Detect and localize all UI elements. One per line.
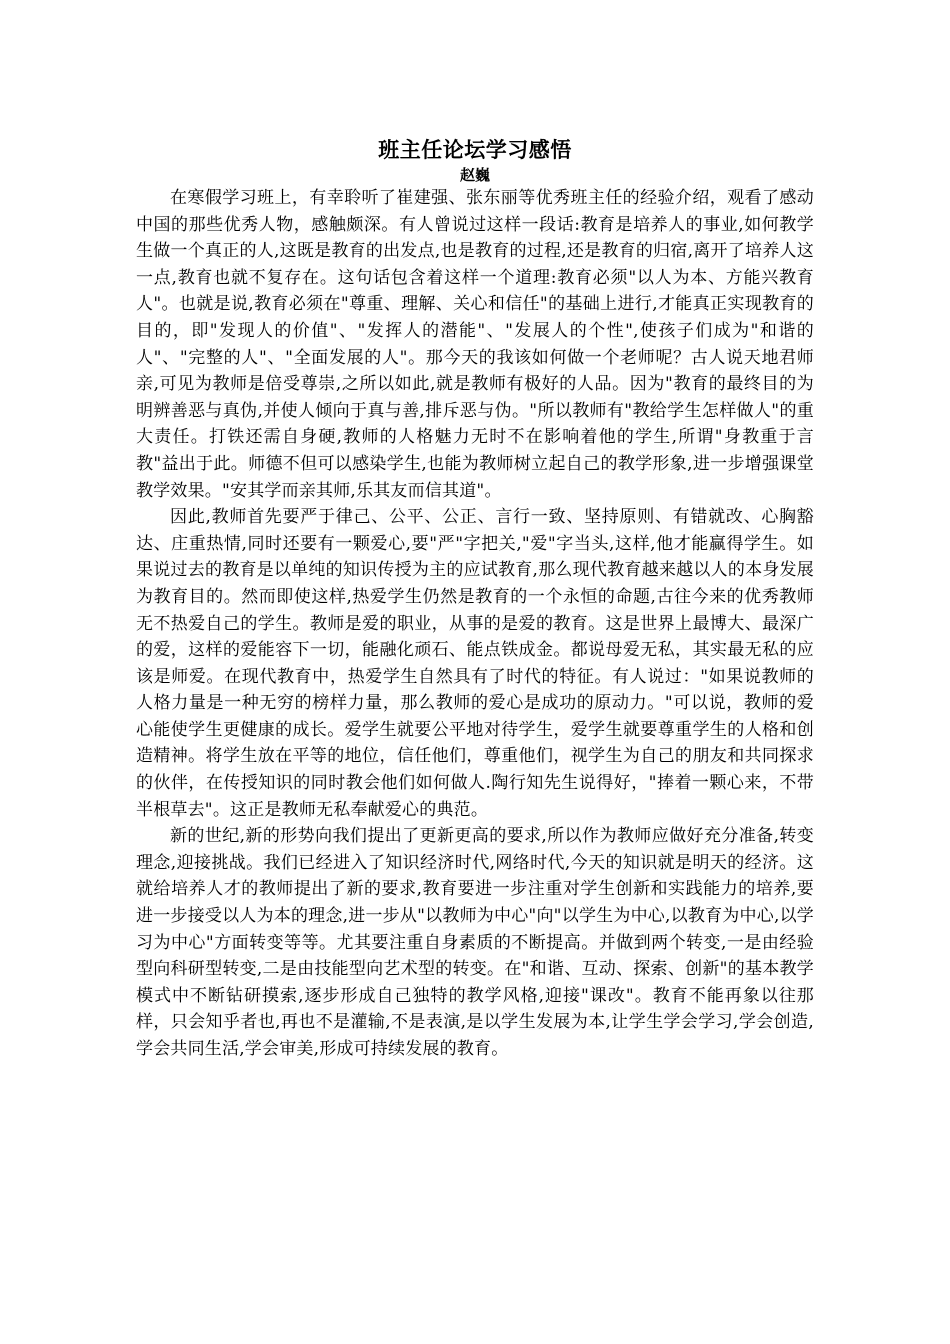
paragraph-1: 在寒假学习班上，有幸聆听了崔建强、张东丽等优秀班主任的经验介绍，观看了感动中国的那些优秀人物，感触颇深。有人曾说过这样一段话:教育是培养人的事业,如何教学生做一个真正的人,这既是教育的出发点,也是教育的过程,还是教育的归宿,离开了培养人这一点,教育也就不复存在。这句话包含着这样一个道理:教育必须"以人为本、方能兴教育人"。也就是说,教育必须在"尊重、理解、关心和信任"的基础上进行,才能真正实现教育的目的，即"发现人的价值"、"发挥人的潜能"、"发展人的个性",使孩子们成为"和谐的人"、"完整的人"、"全面发展的人"。那今天的我该如何做一个老师呢？古人说天地君师亲,可见为教师是倍受尊崇,之所以如此,就是教师有极好的人品。因为"教育的最终目的为明辨善恶与真伪,并使人倾向于真与善,排斥恶与伪。"所以教师有"教给学生怎样做人"的重大责任。打铁还需自身硬,教师的人格魅力无时不在影响着他的学生,所谓"身教重于言教"益出于此。师德不但可以感染学生,也能为教师树立起自己的教学形象,进一步增强课堂教学效果。"安其学而亲其师,乐其友而信其道"。 xyxy=(136,188,814,501)
paragraph-3: 新的世纪,新的形势向我们提出了更新更高的要求,所以作为教师应做好充分准备,转变理念,迎接挑战。我们已经进入了知识经济时代,网络时代,今天的知识就是明天的经济。这就给培养人才的教师提出了新的要求,教育要进一步注重对学生创新和实践能力的培养,要进一步接受以人为本的理念,进一步从"以教师为中心"向"以学生为中心,以教育为中心,以学习为中心"方面转变等等。尤其要注重自身素质的不断提高。并做到两个转变,一是由经验型向科研型转变,二是由技能型向艺术型的转变。在"和谐、互动、探索、创新"的基本教学模式中不断钻研摸索,逐步形成自己独特的教学风格,迎接"课改"。教育不能再象以往那样，只会知乎者也,再也不是灌输,不是表演,是以学生发展为本,让学生学会学习,学会创造,学会共同生活,学会审美,形成可持续发展的教育。 xyxy=(136,826,814,1059)
document-author: 赵巍 xyxy=(459,166,490,184)
document-page xyxy=(136,136,814,1063)
paragraph-2: 因此,教师首先要严于律己、公平、公正、言行一致、坚持原则、有错就改、心胸豁达、庄重热情,同时还要有一颗爱心,要"严"字把关,"爱"字当头,这样,他才能赢得学生。如果说过去的教育是以单纯的知识传授为主的应试教育,那么现代教育越来越以人的本身发展为教育目的。然而即使这样,热爱学生仍然是教育的一个永恒的命题,古往今来的优秀教师无不热爱自己的学生。教师是爱的职业，从事的是爱的教育。这是世界上最博大、最深广的爱，这样的爱能容下一切，能融化顽石、能点铁成金。都说母爱无私，其实最无私的应该是师爱。在现代教育中，热爱学生自然具有了时代的特征。有人说过："如果说教师的人格力量是一种无穷的榜样力量，那么教师的爱心是成功的原动力。"可以说，教师的爱心能使学生更健康的成长。爱学生就要公平地对待学生，爱学生就要尊重学生的人格和创造精神。将学生放在平等的地位，信任他们，尊重他们，视学生为自己的朋友和共同探求的伙伴，在传授知识的同时教会他们如何做人.陶行知先生说得好，"捧着一颗心来，不带半根草去"。这正是教师无私奉献爱心的典范。 xyxy=(136,507,814,820)
document-title: 班主任论坛学习感悟 xyxy=(378,138,572,162)
